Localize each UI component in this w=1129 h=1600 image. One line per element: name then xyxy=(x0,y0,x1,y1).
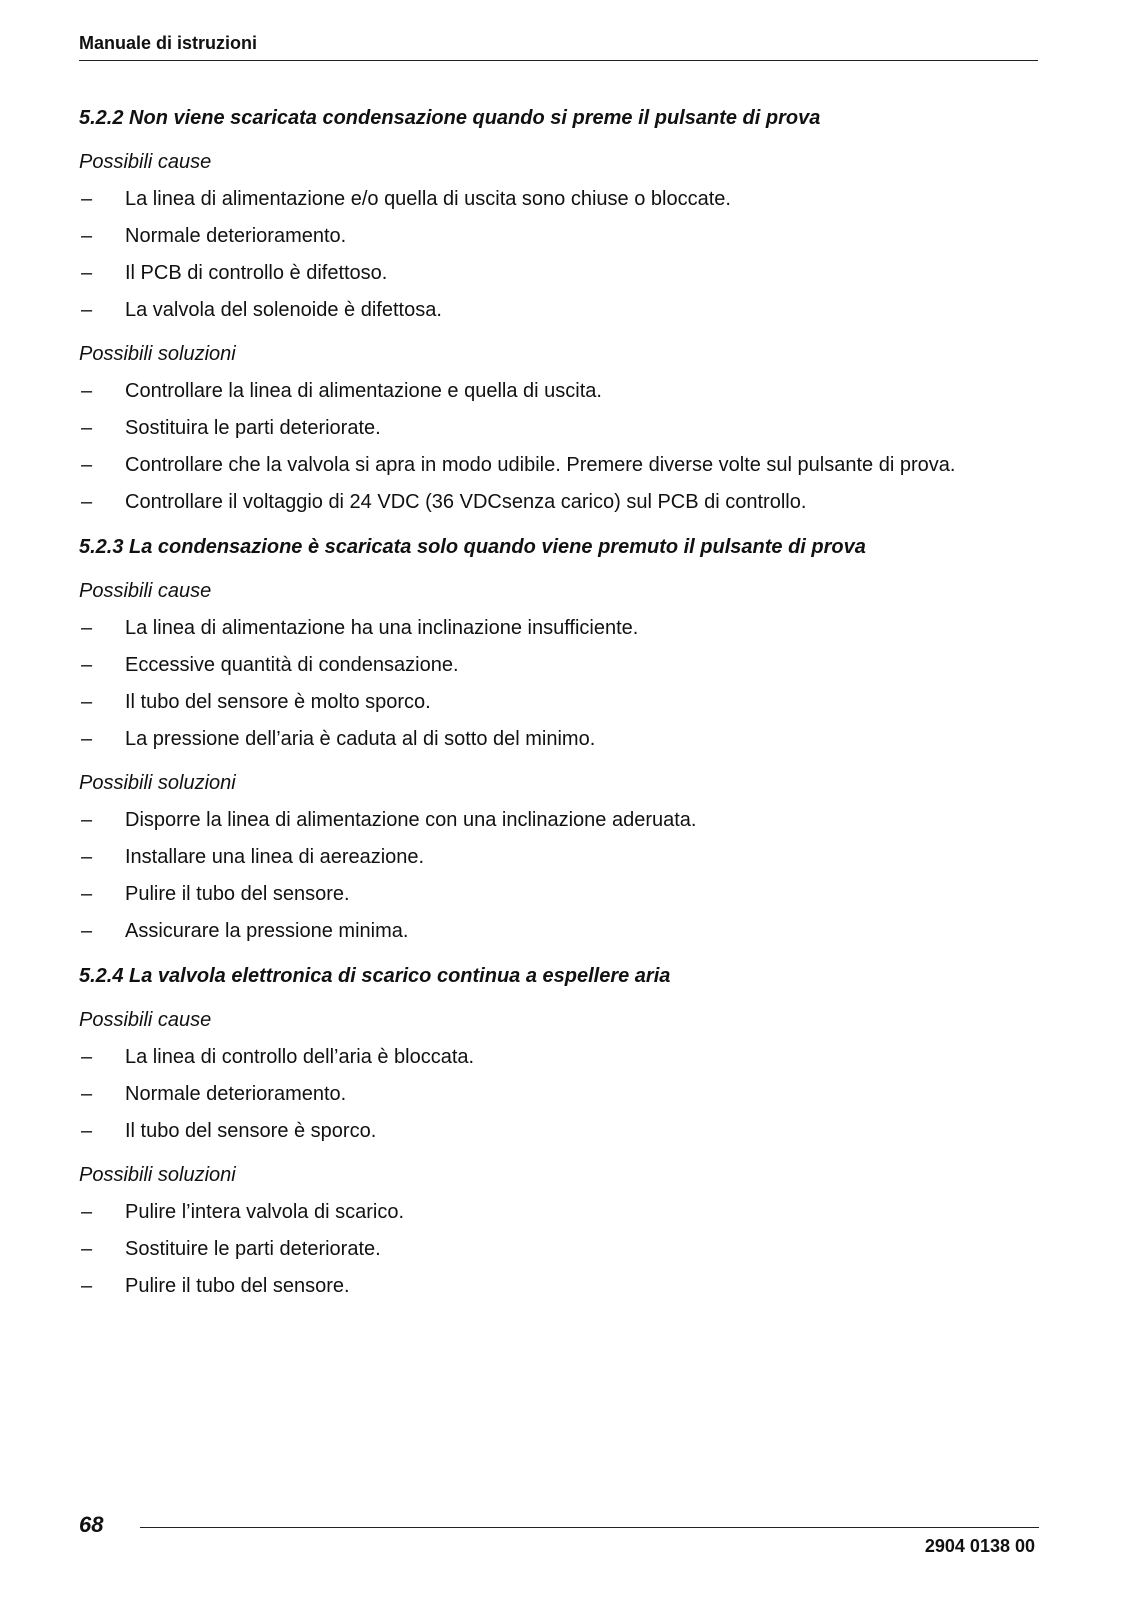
list-item-text: Assicurare la pressione minima. xyxy=(125,920,409,942)
dash-marker: – xyxy=(81,188,93,210)
dash-marker: – xyxy=(81,846,93,868)
dash-marker: – xyxy=(81,380,93,402)
list-item xyxy=(79,1235,1039,1263)
list-item-text: Controllare che la valvola si apra in modo udibile. Premere diverse volte sul pulsante di prova. xyxy=(125,454,956,476)
solutions-list xyxy=(79,806,1039,945)
solutions-list xyxy=(79,1198,1039,1300)
section-5-2-4 xyxy=(79,962,1039,1300)
solutions-list xyxy=(79,377,1039,516)
list-item xyxy=(79,651,1039,679)
list-item-text: La linea di controllo dell’aria è bloccata. xyxy=(125,1046,475,1068)
list-item xyxy=(79,414,1039,442)
solutions-heading: Possibili soluzioni xyxy=(79,772,236,794)
list-item-text: Controllare la linea di alimentazione e quella di uscita. xyxy=(125,380,602,402)
list-item xyxy=(79,1198,1039,1226)
list-item xyxy=(79,1117,1039,1145)
list-item-text: La linea di alimentazione e/o quella di uscita sono chiuse o bloccate. xyxy=(125,188,731,210)
list-item-text: Il PCB di controllo è difettoso. xyxy=(125,262,388,284)
dash-marker: – xyxy=(81,728,93,750)
dash-marker: – xyxy=(81,691,93,713)
list-item-text: Pulire il tubo del sensore. xyxy=(125,883,350,905)
list-item xyxy=(79,1043,1039,1071)
dash-marker: – xyxy=(81,491,93,513)
list-item xyxy=(79,259,1039,287)
list-item xyxy=(79,843,1039,871)
list-item-text: Eccessive quantità di condensazione. xyxy=(125,654,459,676)
dash-marker: – xyxy=(81,1238,93,1260)
list-item-text: Disporre la linea di alimentazione con una inclinazione aderuata. xyxy=(125,809,697,831)
list-item xyxy=(79,488,1039,516)
causes-heading: Possibili cause xyxy=(79,1009,212,1031)
list-item xyxy=(79,688,1039,716)
list-item xyxy=(79,880,1039,908)
list-item-text: Pulire l’intera valvola di scarico. xyxy=(125,1201,405,1223)
list-item xyxy=(79,1272,1039,1300)
causes-heading: Possibili cause xyxy=(79,151,212,173)
page-content xyxy=(79,104,1039,1317)
list-item xyxy=(79,614,1039,642)
section-title: 5.2.4 La valvola elettronica di scarico continua a espellere aria xyxy=(79,965,671,987)
list-item xyxy=(79,377,1039,405)
solutions-heading: Possibili soluzioni xyxy=(79,1164,236,1186)
section-5-2-3 xyxy=(79,533,1039,945)
section-title: 5.2.3 La condensazione è scaricata solo quando viene premuto il pulsante di prova xyxy=(79,536,866,558)
dash-marker: – xyxy=(81,262,93,284)
list-item-text: La pressione dell’aria è caduta al di sotto del minimo. xyxy=(125,728,596,750)
document-code: 2904 0138 00 xyxy=(924,1536,1035,1556)
list-item-text: Controllare il voltaggio di 24 VDC (36 VDCsenza carico) sul PCB di controllo. xyxy=(125,491,807,513)
list-item-text: Installare una linea di aereazione. xyxy=(125,846,425,868)
section-title: 5.2.2 Non viene scaricata condensazione quando si preme il pulsante di prova xyxy=(79,107,821,129)
page-number: 68 xyxy=(79,1512,104,1537)
list-item-text: Sostituire le parti deteriorate. xyxy=(125,1238,381,1260)
dash-marker: – xyxy=(81,225,93,247)
list-item-text: Pulire il tubo del sensore. xyxy=(125,1275,350,1297)
dash-marker: – xyxy=(81,883,93,905)
causes-list xyxy=(79,185,1039,324)
list-item xyxy=(79,1080,1039,1108)
list-item-text: Normale deterioramento. xyxy=(125,225,347,247)
footer-divider xyxy=(140,1527,1039,1528)
dash-marker: – xyxy=(81,1120,93,1142)
header-title: Manuale di istruzioni xyxy=(79,33,258,53)
causes-heading: Possibili cause xyxy=(79,580,212,602)
dash-marker: – xyxy=(81,417,93,439)
list-item xyxy=(79,296,1039,324)
list-item xyxy=(79,222,1039,250)
list-item-text: La valvola del solenoide è difettosa. xyxy=(125,299,442,321)
list-item xyxy=(79,725,1039,753)
list-item xyxy=(79,806,1039,834)
dash-marker: – xyxy=(81,1275,93,1297)
dash-marker: – xyxy=(81,1046,93,1068)
causes-list xyxy=(79,614,1039,753)
list-item-text: Il tubo del sensore è molto sporco. xyxy=(125,691,431,713)
section-5-2-2 xyxy=(79,104,1039,516)
list-item-text: Sostituira le parti deteriorate. xyxy=(125,417,381,439)
dash-marker: – xyxy=(81,1083,93,1105)
list-item-text: La linea di alimentazione ha una inclinazione insufficiente. xyxy=(125,617,639,639)
list-item-text: Normale deterioramento. xyxy=(125,1083,347,1105)
causes-list xyxy=(79,1043,1039,1145)
page-header xyxy=(79,30,1038,61)
dash-marker: – xyxy=(81,1201,93,1223)
dash-marker: – xyxy=(81,299,93,321)
list-item-text: Il tubo del sensore è sporco. xyxy=(125,1120,377,1142)
dash-marker: – xyxy=(81,920,93,942)
dash-marker: – xyxy=(81,454,93,476)
solutions-heading: Possibili soluzioni xyxy=(79,343,236,365)
list-item xyxy=(79,185,1039,213)
dash-marker: – xyxy=(81,809,93,831)
list-item xyxy=(79,451,1039,479)
page-footer xyxy=(79,1512,1039,1562)
dash-marker: – xyxy=(81,654,93,676)
list-item xyxy=(79,917,1039,945)
dash-marker: – xyxy=(81,617,93,639)
